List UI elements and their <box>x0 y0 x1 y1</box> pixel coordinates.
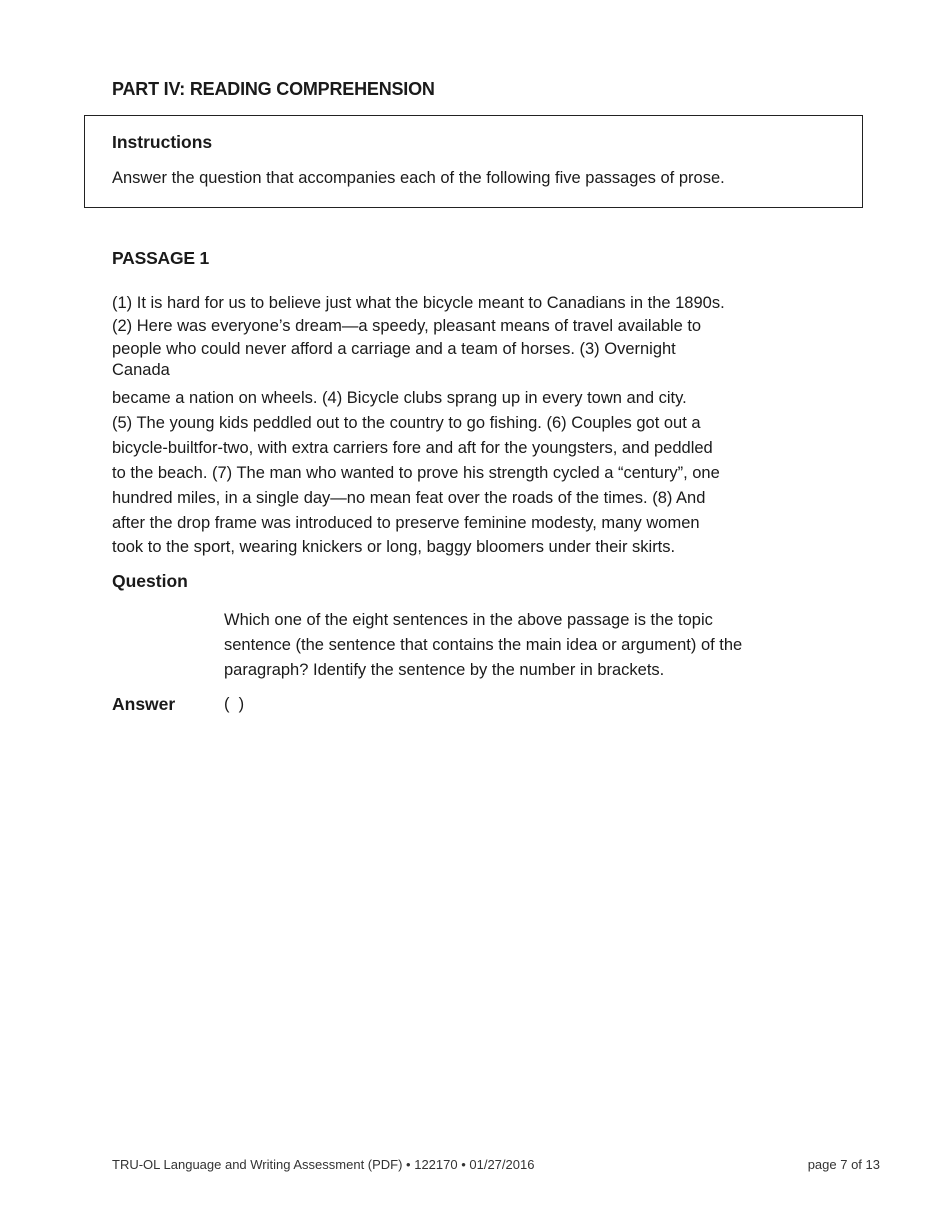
question-line: paragraph? Identify the sentence by the number in brackets. <box>224 660 665 679</box>
passage-line: bicycle-builtfor-two, with extra carriers fore and aft for the youngsters, and peddled <box>112 438 713 457</box>
passage-line: (1) It is hard for us to believe just what the bicycle meant to Canadians in the 1890s. <box>112 294 725 312</box>
passage-line: people who could never afford a carriage and a team of horses. (3) Overnight <box>112 340 676 358</box>
instructions-box <box>84 115 863 208</box>
passage-line: took to the sport, wearing knickers or long, baggy bloomers under their skirts. <box>112 538 676 557</box>
passage-line: became a nation on wheels. (4) Bicycle clubs sprang up in every town and city. <box>112 389 687 407</box>
question-text <box>224 608 784 683</box>
question-line: sentence (the sentence that contains the main idea or argument) of the <box>224 635 743 654</box>
instructions-text: Answer the question that accompanies each of the following five passages of prose. <box>112 169 725 187</box>
passage-text-part-1 <box>112 292 752 379</box>
passage-line: (5) The young kids peddled out to the country to go fishing. (6) Couples got out a <box>112 413 701 432</box>
passage-text-part-2 <box>112 386 752 560</box>
question-line: Which one of the eight sentences in the above passage is the topic <box>224 611 713 629</box>
answer-label: Answer <box>112 694 176 714</box>
passage-line: to the beach. (7) The man who wanted to prove his strength cycled a “century”, one <box>112 463 720 482</box>
passage-line: Canada <box>112 361 170 379</box>
footer-page-number: page 7 of 13 <box>807 1157 880 1172</box>
section-title: PART IV: READING COMPREHENSION <box>112 79 435 99</box>
passage-title: PASSAGE 1 <box>112 248 210 268</box>
footer-document-info: TRU-OL Language and Writing Assessment (PDF) • 122170 • 01/27/2016 <box>112 1157 535 1172</box>
passage-line: after the drop frame was introduced to preserve feminine modesty, many women <box>112 513 700 532</box>
passage-line: hundred miles, in a single day—no mean feat over the roads of the times. (8) And <box>112 488 706 507</box>
answer-field[interactable]: ( ) <box>224 695 245 713</box>
instructions-heading: Instructions <box>112 132 213 152</box>
question-label: Question <box>112 571 188 591</box>
passage-line: (2) Here was everyone’s dream—a speedy, pleasant means of travel available to <box>112 317 702 335</box>
